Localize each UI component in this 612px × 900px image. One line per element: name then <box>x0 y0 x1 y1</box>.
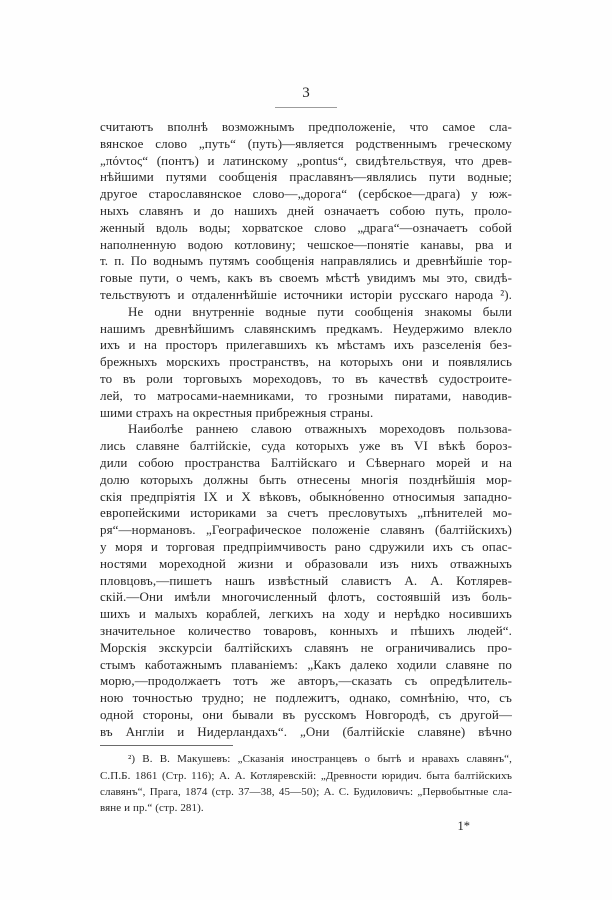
page-number: 3 <box>302 85 310 101</box>
text-line: Не одни внутренніе водные пути сообщенія знакомы были <box>128 303 512 319</box>
text-line: нѣйшими путями сообщенія праславянъ—являлись пути водные; <box>100 169 512 185</box>
text-line: т. п. По воднымъ путямъ сообщенія направлялись и древнѣйшіе тор- <box>100 253 512 269</box>
text-line: скій.—Они имѣли многочисленный флотъ, состоявшій изъ боль- <box>100 589 512 605</box>
footnote-separator-rule <box>100 745 233 746</box>
text-line: ²) В. В. Макушевъ: „Сказанія иностранцевъ о бытѣ и нравахъ славянъ“, <box>128 753 512 766</box>
text-line: шихъ и малыхъ кораблей, легкихъ на ходу и нерѣдко носившихъ <box>100 606 512 622</box>
text-line: пловцовъ,—пишетъ нашъ извѣстный славистъ А. А. Котлярев- <box>100 572 512 588</box>
text-line: говые пути, о чемъ, какъ въ своемъ мѣстѣ увидимъ мы это, свидѣ- <box>100 270 512 286</box>
text-line: женный вдоль воды; хорватское слово „драга“—означаетъ собой <box>100 219 512 235</box>
text-line: въ Англіи и Нидерландахъ“. „Они (балтійскіе славяне) вѣчно <box>100 723 512 739</box>
footnote-block <box>100 751 512 816</box>
text-line: считаютъ вполнѣ возможнымъ предположеніе, что самое сла- <box>100 119 512 134</box>
text-line: значительное количество товаровъ, конныхъ и пѣшихъ людей“. <box>100 622 512 638</box>
text-line: наполненную водою котловину; чешское—понятіе канавы, рва и <box>100 236 512 252</box>
text-line: стымъ каботажнымъ плаваніемъ: „Какъ далеко ходили славяне по <box>100 656 512 672</box>
text-line: С.П.Б. 1861 (Стр. 116); А. А. Котляревскій: „Древности юридич. быта балтійскихъ <box>100 769 512 782</box>
text-line: европейскими историками за счетъ пресловутыхъ „пѣнителей мо- <box>100 505 512 521</box>
page-number-rule <box>275 107 337 108</box>
text-line: Наиболѣе раннею славою отважныхъ мореходовъ пользова- <box>128 421 512 437</box>
text-line: Морскія экскурсіи балтійскихъ славянъ не ограничивались про- <box>100 639 512 655</box>
text-line: славянъ“, Прага, 1874 (стр. 37—38, 45—50); А. С. Будиловичъ: „Первобытные сла- <box>100 785 512 798</box>
text-line: тельствуютъ и отдаленнѣйшіе источники исторіи русскаго народа ²). <box>100 286 512 302</box>
text-line: морю,—продолжаетъ тотъ же авторъ,—сказать съ опредѣлитель- <box>100 673 512 689</box>
text-line: лей, то матросами-наемниками, то грозными пиратами, наводив- <box>100 387 512 403</box>
text-line: скія предпріятія IX и X вѣковъ, обыкно́венно относимыя западно- <box>100 488 512 504</box>
text-line: то въ роли торговыхъ мореходовъ, то въ качествѣ судостроите- <box>100 370 512 386</box>
text-line: ря“—нормановъ. „Географическое положеніе славянъ (балтійскихъ) <box>100 522 512 538</box>
text-line: одной стороны, они бывали въ русскомъ Новгородѣ, съ другой— <box>100 706 512 722</box>
page-header <box>0 0 612 108</box>
text-line: дили собою пространства Балтійскаго и Сѣвернаго морей и на <box>100 454 512 470</box>
text-line: вянское слово „путь“ (путь)—является родственнымъ греческому <box>100 135 512 151</box>
signature-mark: 1* <box>457 819 470 834</box>
text-line: брежныхъ морскихъ пространствъ, на которыхъ они и появлялись <box>100 354 512 370</box>
body-text-block <box>100 119 512 740</box>
text-line: ностями мореходной жизни и образовали изъ нихъ отважныхъ <box>100 555 512 571</box>
text-line: долю которыхъ должны быть отнесены многія позднѣйшія мор- <box>100 471 512 487</box>
text-line: лись славяне балтійскіе, суда которыхъ уже въ VI вѣкѣ бороз- <box>100 438 512 454</box>
text-line: у моря и торговая предпріимчивость рано сдружили ихъ съ опас- <box>100 538 512 554</box>
text-line: другое старославянское слово—„дорога“ (сербское—драга) у юж- <box>100 186 512 202</box>
text-line: ихъ и на просторъ прилегавшихъ къ мѣстамъ ихъ разселенія без- <box>100 337 512 353</box>
text-line: ною точностью трудно; не подлежитъ, однако, сомнѣнію, что, съ <box>100 690 512 706</box>
text-line: вяне и пр.“ (стр. 281). <box>100 802 204 815</box>
text-line: шими страхъ на окрестныя прибрежныя страны. <box>100 404 374 420</box>
text-line: ныхъ славянъ и до нашихъ дней означаетъ собою путь, проло- <box>100 202 512 218</box>
text-line: нашимъ древнѣйшимъ славянскимъ предкамъ. Неудержимо влекло <box>100 320 512 336</box>
text-line: „πόντος“ (понтъ) и латинскому „pontus“, свидѣтельствуя, что древ- <box>100 152 512 168</box>
